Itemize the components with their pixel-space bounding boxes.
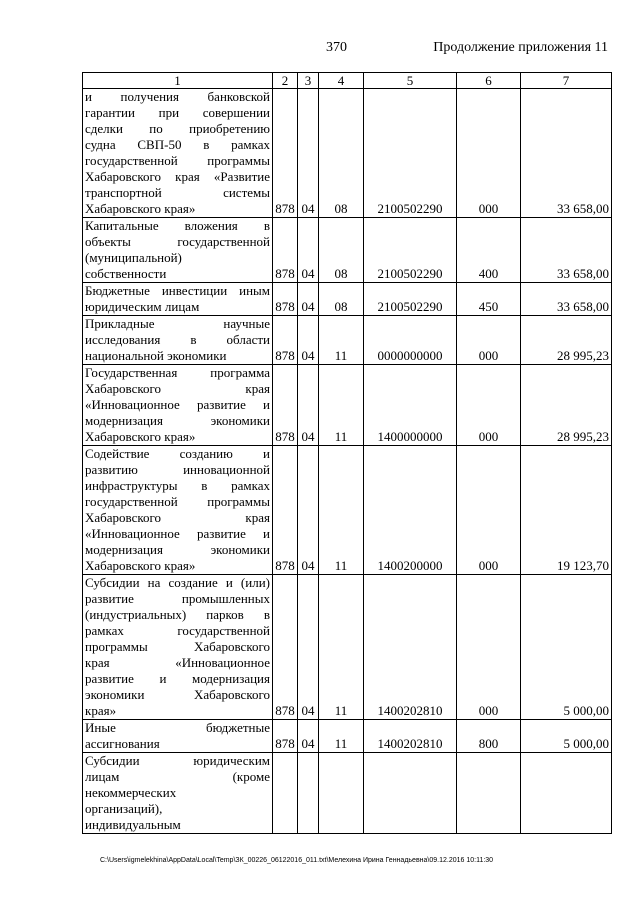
subsection-code: 08 [319,89,364,218]
item-name-line: Хабаровского края [85,381,270,396]
ministry-code [273,753,298,834]
expense-item-name [83,446,273,575]
item-name-line: исследования в области [85,332,270,347]
section-code: 04 [298,365,319,446]
item-name-line: Иные бюджетные [85,720,270,735]
item-name-line: края «Инновационное [85,655,270,670]
target-article-code: 1400202810 [364,720,457,753]
item-name-line: Капитальные вложения в [85,218,270,233]
item-name-line: и получения банковской [85,89,270,104]
item-name-line: государственной программы [85,153,270,168]
table-row [83,218,612,283]
item-name-line: края» [85,703,117,718]
ministry-code: 878 [273,283,298,316]
target-article-code: 2100502290 [364,218,457,283]
expense-item-name [83,753,273,834]
item-name-line: гарантии при совершении [85,105,270,120]
target-article-code: 2100502290 [364,283,457,316]
expense-item-name [83,218,273,283]
item-name-line: индивидуальным [85,817,181,832]
item-name-line: судна СВП-50 в рамках [85,137,270,152]
expense-item-name [83,283,273,316]
item-name-line: Хабаровского края» [85,558,196,573]
subsection-code: 11 [319,720,364,753]
item-name-line: модернизация экономики [85,542,270,557]
table-row [83,446,612,575]
amount-value: 33 658,00 [521,283,612,316]
column-header: 1 [83,73,273,89]
table-row [83,316,612,365]
expense-type-code: 450 [457,283,521,316]
target-article-code [364,753,457,834]
expense-item-name [83,365,273,446]
expense-type-code: 000 [457,365,521,446]
item-name-line: организаций), [85,801,163,816]
column-header-row [83,73,612,89]
expense-item-name [83,316,273,365]
ministry-code: 878 [273,720,298,753]
amount-value: 19 123,70 [521,446,612,575]
table-row [83,753,612,834]
item-name-line: юридическим лицам [85,299,200,314]
expense-type-code: 000 [457,446,521,575]
column-header: 4 [319,73,364,89]
item-name-line: программы Хабаровского [85,639,270,654]
item-name-line: рамках государственной [85,623,270,638]
item-name-line: Государственная программа [85,365,270,380]
item-name-line: модернизация экономики [85,413,270,428]
expense-type-code: 400 [457,218,521,283]
item-name-line: лицам (кроме [85,769,270,784]
subsection-code: 08 [319,283,364,316]
item-name-line: Хабаровского края «Развитие [85,169,270,184]
item-name-line: «Инновационное развитие и [85,397,270,412]
section-code: 04 [298,446,319,575]
item-name-line: «Инновационное развитие и [85,526,270,541]
item-name-line: объекты государственной [85,234,270,249]
item-name-line: развитие промышленных [85,591,270,606]
section-code [298,753,319,834]
subsection-code: 11 [319,575,364,720]
section-code: 04 [298,283,319,316]
subsection-code: 08 [319,218,364,283]
subsection-code: 11 [319,365,364,446]
column-header: 7 [521,73,612,89]
item-name-line: Субсидии на создание и (или) [85,575,270,590]
amount-value: 33 658,00 [521,218,612,283]
amount-value: 5 000,00 [521,720,612,753]
subsection-code: 11 [319,446,364,575]
subsection-code: 11 [319,316,364,365]
table-row [83,575,612,720]
expense-type-code: 800 [457,720,521,753]
column-header: 6 [457,73,521,89]
section-code: 04 [298,89,319,218]
budget-table [82,72,612,834]
item-name-line: Субсидии юридическим [85,753,270,768]
section-code: 04 [298,218,319,283]
target-article-code: 1400000000 [364,365,457,446]
item-name-line: (муниципальной) [85,250,182,265]
table-row [83,365,612,446]
appendix-continuation-label: Продолжение приложения 11 [433,40,608,55]
expense-item-name [83,89,273,218]
target-article-code: 1400200000 [364,446,457,575]
item-name-line: развитию инновационной [85,462,270,477]
section-code: 04 [298,316,319,365]
target-article-code: 2100502290 [364,89,457,218]
expense-item-name [83,720,273,753]
expense-item-name [83,575,273,720]
expense-type-code: 000 [457,575,521,720]
amount-value: 28 995,23 [521,365,612,446]
item-name-line: Бюджетные инвестиции иным [85,283,270,298]
item-name-line: Хабаровского края» [85,201,196,216]
item-name-line: собственности [85,266,167,281]
section-code: 04 [298,720,319,753]
ministry-code: 878 [273,575,298,720]
amount-value: 28 995,23 [521,316,612,365]
item-name-line: Хабаровского края [85,510,270,525]
column-header: 5 [364,73,457,89]
ministry-code: 878 [273,316,298,365]
ministry-code: 878 [273,218,298,283]
item-name-line: экономики Хабаровского [85,687,270,702]
item-name-line: Содействие созданию и [85,446,270,461]
section-code: 04 [298,575,319,720]
item-name-line: сделки по приобретению [85,121,270,136]
ministry-code: 878 [273,365,298,446]
amount-value: 33 658,00 [521,89,612,218]
target-article-code: 0000000000 [364,316,457,365]
expense-type-code: 000 [457,89,521,218]
item-name-line: Хабаровского края» [85,429,196,444]
expense-type-code: 000 [457,316,521,365]
subsection-code [319,753,364,834]
item-name-line: национальной экономики [85,348,227,363]
page-number: 370 [326,40,347,55]
item-name-line: (индустриальных) парков в [85,607,270,622]
ministry-code: 878 [273,89,298,218]
expense-type-code [457,753,521,834]
item-name-line: инфраструктуры в рамках [85,478,270,493]
column-header: 3 [298,73,319,89]
table-row [83,283,612,316]
item-name-line: Прикладные научные [85,316,270,331]
item-name-line: развитие и модернизация [85,671,270,686]
table-row [83,720,612,753]
budget-table-body [83,73,612,834]
item-name-line: транспортной системы [85,185,270,200]
amount-value [521,753,612,834]
amount-value: 5 000,00 [521,575,612,720]
column-header: 2 [273,73,298,89]
table-row [83,89,612,218]
item-name-line: государственной программы [85,494,270,509]
ministry-code: 878 [273,446,298,575]
file-path-footer: C:\Users\igmelekhina\AppData\Local\Temp\ЗК_00226_06122016_011.txt\Мелехина Ирина Геннадьевна\09.12.2016 10:11:30 [100,857,494,864]
item-name-line: некоммерческих [85,785,177,800]
target-article-code: 1400202810 [364,575,457,720]
item-name-line: ассигнования [85,736,160,751]
